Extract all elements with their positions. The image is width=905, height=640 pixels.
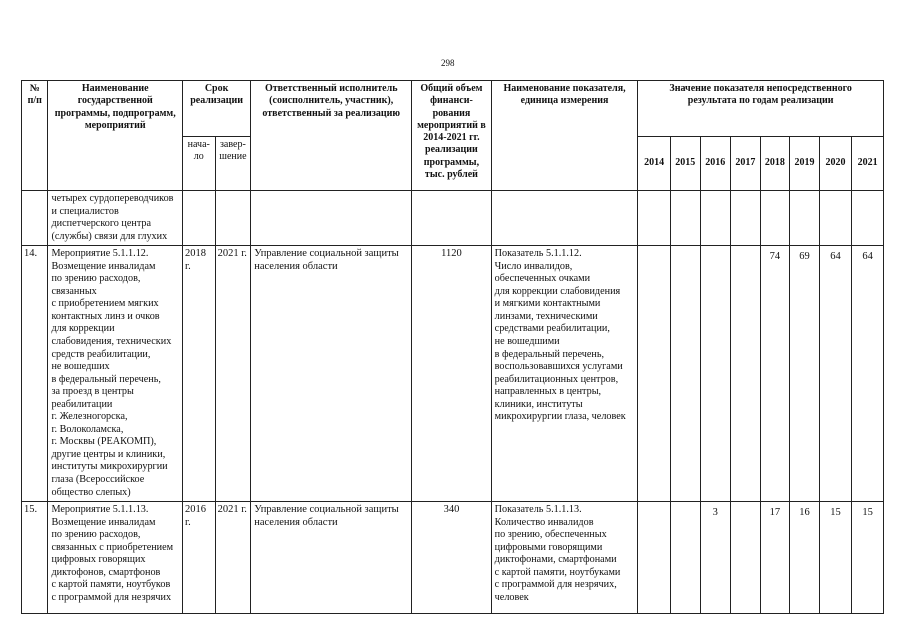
cell-value: [670, 191, 700, 246]
cell-value: 17: [760, 502, 790, 614]
cell-value: [700, 246, 731, 502]
cell-end: 2021 г.: [215, 246, 251, 502]
cell-value: [638, 191, 671, 246]
cell-end: [215, 191, 251, 246]
year-header: 2019: [790, 137, 820, 191]
cell-name: Мероприятие 5.1.1.12. Возмещение инвалидам по зрению расходов, связанных с приобретением мягких контактных линз и очков для коррекции слабовидения, технических средств реабилитации, не вошедших в федеральный перечень, за проезд в центры реабилитации г. Железногорска, г. Волоколамска, г. Москвы (РЕАКОМП), другие центры и клиники, институты микрохирургии глаза (Всероссийское общество слепых): [48, 246, 182, 502]
year-header: 2018: [760, 137, 790, 191]
cell-value: [731, 191, 761, 246]
page-number: 298: [441, 58, 455, 68]
cell-volume: [412, 191, 491, 246]
cell-value: [852, 191, 884, 246]
cell-value: [700, 191, 731, 246]
header-volume: Общий объем финанси- рования мероприятий в 2014-2021 гг. реализации программы, тыс. рублей: [412, 81, 491, 191]
table-row-continuation: [22, 191, 884, 246]
cell-num: 14.: [22, 246, 48, 502]
cell-value: 15: [819, 502, 852, 614]
cell-indicator: [491, 191, 638, 246]
year-header: 2015: [670, 137, 700, 191]
table-row: [22, 246, 884, 502]
cell-value: [670, 246, 700, 502]
cell-value: [731, 246, 761, 502]
cell-responsible: [251, 191, 412, 246]
program-table: [21, 80, 884, 614]
cell-start: [182, 191, 215, 246]
header-responsible: Ответственный исполнитель (соисполнитель, участник), ответственный за реализацию: [251, 81, 412, 191]
header-values: Значение показателя непосредственного результата по годам реализации: [638, 81, 884, 137]
cell-value: [638, 246, 671, 502]
cell-responsible: Управление социальной защиты населения области: [251, 246, 412, 502]
year-header: 2020: [819, 137, 852, 191]
cell-start: 2018 г.: [182, 246, 215, 502]
header-indicator: Наименование показателя, единица измерения: [491, 81, 638, 191]
cell-volume: 1120: [412, 246, 491, 502]
cell-indicator: Показатель 5.1.1.12. Число инвалидов, обеспеченных очками для коррекции слабовидения и мягкими контактными линзами, техническими средствами реабилитации, не вошедшими в федеральный перечень, воспользовавшихся услугами реабилитационных центров, направленных в центры, клиники, институты микрохирургии глаза, человек: [491, 246, 638, 502]
cell-value: 16: [790, 502, 820, 614]
cell-value: 64: [819, 246, 852, 502]
year-header: 2016: [700, 137, 731, 191]
cell-end: 2021 г.: [215, 502, 251, 614]
cell-value: [760, 191, 790, 246]
header-row-1: [22, 81, 884, 137]
cell-value: 15: [852, 502, 884, 614]
header-name: Наименование государственной программы, подпрограмм, мероприятий: [48, 81, 182, 191]
cell-value: 3: [700, 502, 731, 614]
cell-num: [22, 191, 48, 246]
cell-value: 74: [760, 246, 790, 502]
year-header: 2021: [852, 137, 884, 191]
header-end: завер- шение: [215, 137, 251, 191]
header-start: нача- ло: [182, 137, 215, 191]
header-period: Срок реализации: [182, 81, 250, 137]
cell-name: Мероприятие 5.1.1.13. Возмещение инвалидам по зрению расходов, связанных с приобретением цифровых говорящих диктофонов, смартфонов с картой памяти, ноутбуков с программой для незрячих: [48, 502, 182, 614]
cell-value: 69: [790, 246, 820, 502]
cell-indicator: Показатель 5.1.1.13. Количество инвалидов по зрению, обеспеченных цифровыми говорящими диктофонами, смартфонами с картой памяти, ноутбуками с программой для незрячих, человек: [491, 502, 638, 614]
cell-volume: 340: [412, 502, 491, 614]
cell-num: 15.: [22, 502, 48, 614]
cell-value: [670, 502, 700, 614]
cell-value: 64: [852, 246, 884, 502]
cell-start: 2016 г.: [182, 502, 215, 614]
cell-value: [790, 191, 820, 246]
table-row: [22, 502, 884, 614]
cell-responsible: Управление социальной защиты населения области: [251, 502, 412, 614]
cell-name: четырех сурдопереводчиков и специалистов диспетчерского центра (службы) связи для глухих: [48, 191, 182, 246]
cell-value: [819, 191, 852, 246]
header-num: № п/п: [22, 81, 48, 191]
year-header: 2014: [638, 137, 671, 191]
cell-value: [638, 502, 671, 614]
year-header: 2017: [731, 137, 761, 191]
cell-value: [731, 502, 761, 614]
